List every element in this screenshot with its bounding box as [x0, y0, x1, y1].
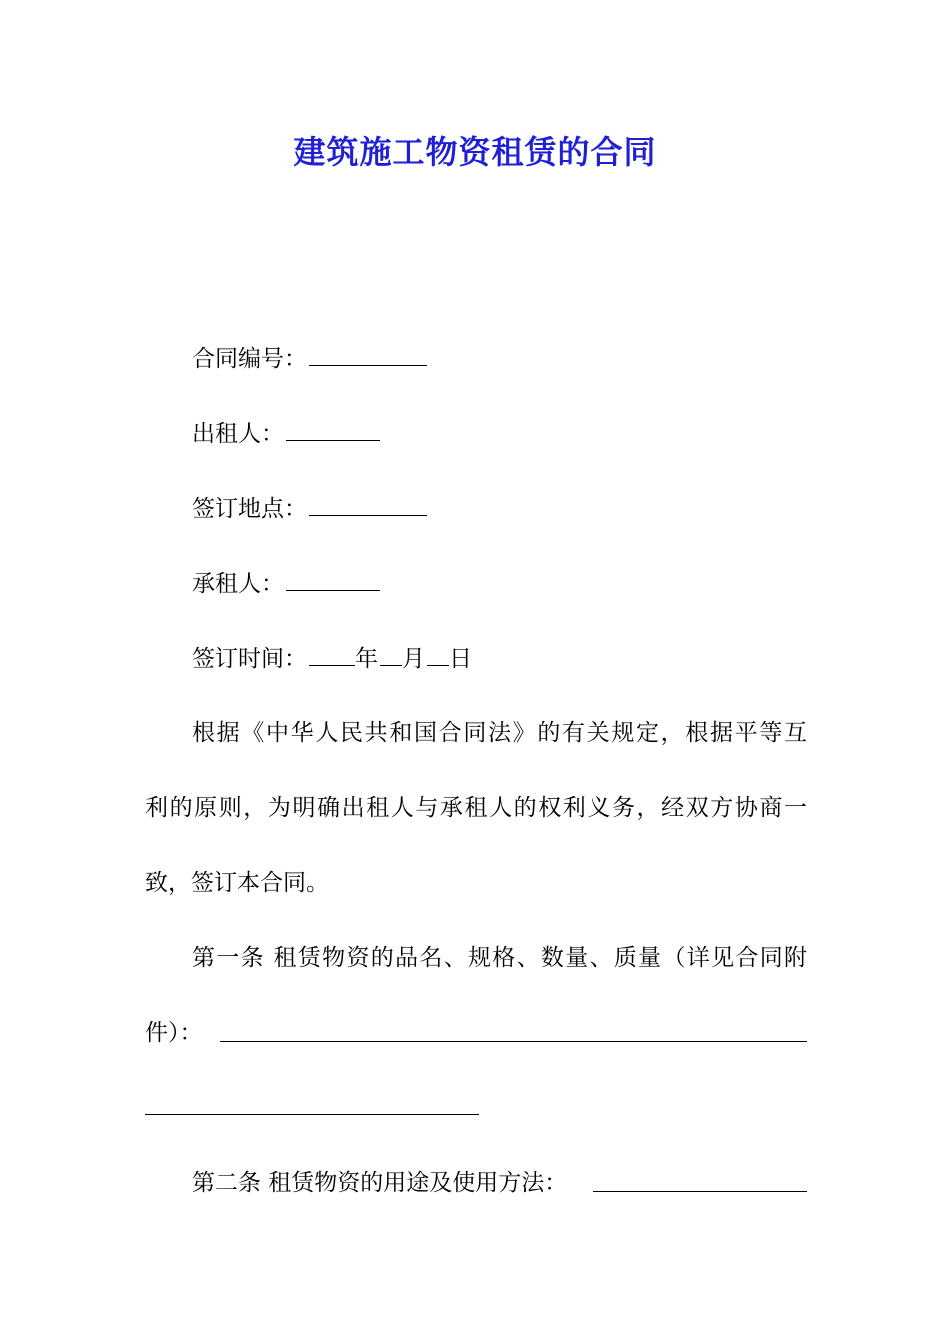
year-blank[interactable] [309, 641, 355, 666]
article-2-line-1: 第二条 租赁物资的用途及使用方法： [192, 1170, 568, 1196]
contract-number-label: 合同编号： [192, 346, 307, 372]
lessee-blank[interactable] [286, 566, 380, 591]
sign-time-label: 签订时间： [192, 646, 307, 672]
sign-place-label: 签订地点： [192, 496, 307, 522]
article-1-blank-2[interactable] [145, 1114, 479, 1115]
month-label: 月 [402, 646, 425, 672]
lessor-blank[interactable] [286, 416, 380, 441]
article-1-line-2: 件）： [145, 1020, 203, 1046]
year-label: 年 [355, 646, 378, 672]
sign-time-row [145, 641, 854, 676]
document-title: 建筑施工物资租赁的合同 [293, 133, 657, 171]
lessor-label: 出租人： [192, 421, 284, 447]
day-blank[interactable] [427, 641, 449, 666]
sign-place-row [145, 491, 854, 526]
contract-number-blank[interactable] [309, 341, 427, 366]
preamble-line-1: 根据《中华人民共和国合同法》的有关规定，根据平等互 [192, 720, 807, 746]
article-1-line-1: 第一条 租赁物资的品名、规格、数量、质量（详见合同附 [192, 945, 807, 971]
sign-place-blank[interactable] [309, 491, 427, 516]
day-label: 日 [449, 646, 472, 672]
article-2-blank[interactable] [593, 1191, 807, 1192]
preamble-line-3: 致，签订本合同。 [145, 870, 329, 896]
month-blank[interactable] [380, 641, 402, 666]
preamble-line-2: 利的原则，为明确出租人与承租人的权利义务，经双方协商一 [145, 795, 807, 821]
article-1-blank-1[interactable] [220, 1041, 807, 1042]
lessor-row [145, 416, 854, 451]
lessee-row [145, 566, 854, 601]
contract-number-row [145, 341, 854, 376]
lessee-label: 承租人： [192, 571, 284, 597]
